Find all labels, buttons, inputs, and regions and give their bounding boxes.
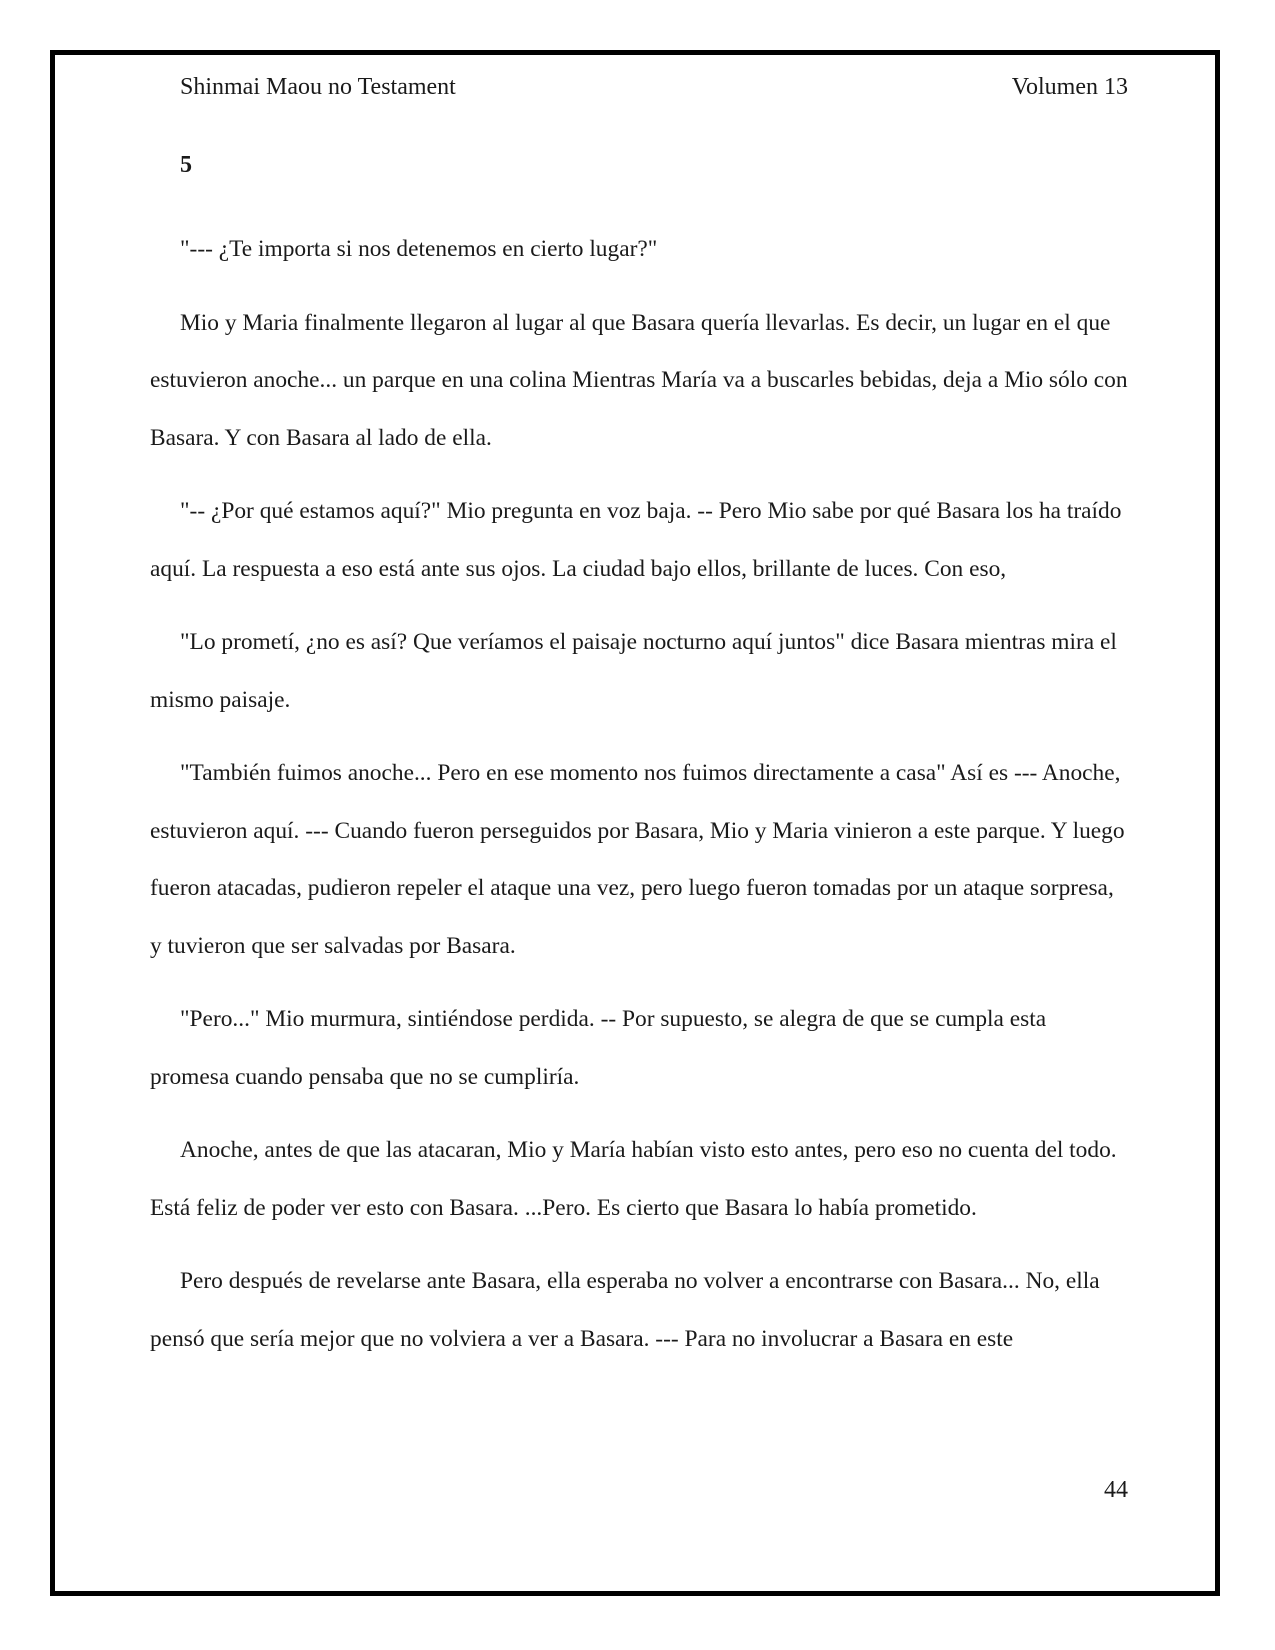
body-text: [150, 221, 1130, 1384]
paragraph: "Pero..." Mio murmura, sintiéndose perdida. -- Por supuesto, se alegra de que se cumpla esta promesa cuando pensaba que no se cumpliría.: [150, 1006, 1047, 1090]
paragraph: Anoche, antes de que las atacaran, Mio y María habían visto esto antes, pero eso no cuenta del todo. Está feliz de poder ver esto con Basara. ...Pero. Es cierto que Basara lo había prometido.: [150, 1137, 1117, 1221]
paragraph: "--- ¿Te importa si nos detenemos en cierto lugar?": [180, 236, 658, 262]
running-header-title: Shinmai Maou no Testament: [180, 74, 456, 100]
paragraph: Mio y Maria finalmente llegaron al lugar al que Basara quería llevarlas. Es decir, un lugar en el que estuvieron anoche... un parque en una colina Mientras María va a buscarles bebidas, deja a Mio sólo con Basara. Y con Basara al lado de ella.: [150, 309, 1128, 451]
paragraph: "También fuimos anoche... Pero en ese momento nos fuimos directamente a casa" Así es --- Anoche, estuvieron aquí. --- Cuando fueron perseguidos por Basara, Mio y Maria vinieron a este parque. Y luego fueron atacadas, pudieron repeler el ataque una vez, pero luego fueron tomadas por un ataque sorpresa, y tuvieron que ser salvadas por Basara.: [150, 760, 1125, 959]
running-header-volume: Volumen 13: [1011, 74, 1128, 100]
paragraph: "Lo prometí, ¿no es así? Que veríamos el paisaje nocturno aquí juntos" dice Basara mientras mira el mismo paisaje.: [150, 629, 1117, 713]
section-number: 5: [180, 152, 192, 178]
page-number: 44: [1104, 1477, 1128, 1503]
paragraph: Pero después de revelarse ante Basara, ella esperaba no volver a encontrarse con Basara... No, ella pensó que sería mejor que no volviera a ver a Basara. --- Para no involucrar a Basara en este: [150, 1268, 1100, 1352]
paragraph: "-- ¿Por qué estamos aquí?" Mio pregunta en voz baja. -- Pero Mio sabe por qué Basara los ha traído aquí. La respuesta a eso está ante sus ojos. La ciudad bajo ellos, brillante de luces. Con eso,: [150, 498, 1122, 582]
